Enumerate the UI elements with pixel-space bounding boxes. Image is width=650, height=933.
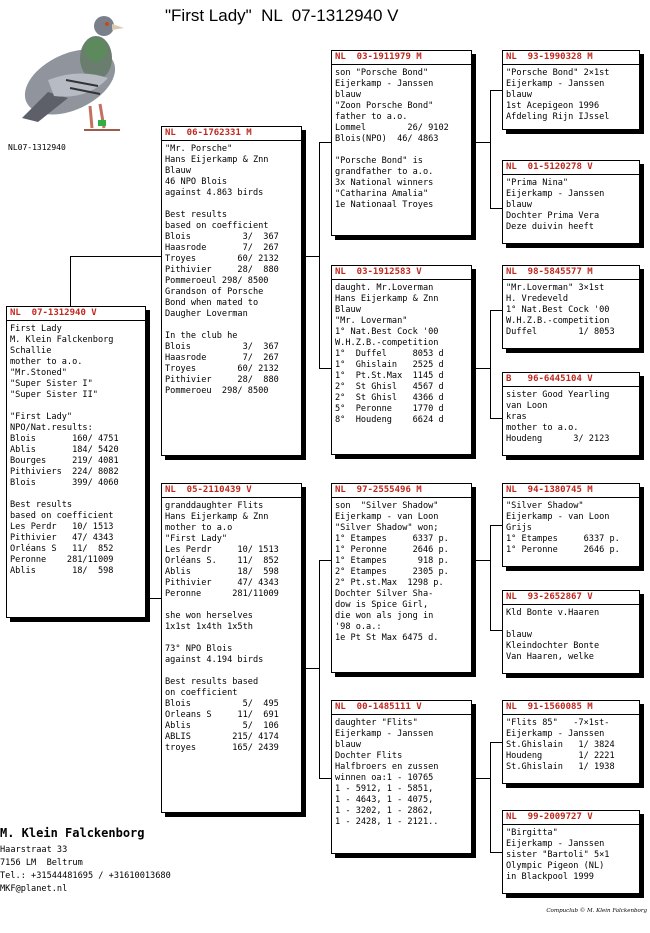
card-text: daughter "Flits" Eijerkamp - Janssen blauw Dochter Flits Halfbroers en zussen winnen oa:1 - 10765 1 - 5912, 1 - 5851, 1 - 4643, 1 - 4075, 1 - 3202, 1 - 2862, 1 - 2428, 1 - 2121..	[335, 718, 439, 827]
page-title: "First Lady" NL 07-1312940 V	[165, 6, 399, 25]
pedigree-great-granddam-card	[502, 160, 640, 244]
pedigree-grandsire-card	[331, 483, 472, 673]
pedigree-great-granddam-card	[502, 372, 640, 456]
ring-number: NL 03-1912583 V	[332, 267, 471, 280]
card-text: son "Silver Shadow" Eijerkamp - van Loon "Silver Shadow" won; 1° Etampes 6337 p. 1° Peronne 2646 p. 1° Etampes 918 p. 2° Etampes 2305 p. 2° Pt.st.Max 1298 p. Dochter Silver Sha- dow is Spice Girl, die won als jong in '98 o.a.: 1e Pt St Max 6475 d.	[335, 501, 449, 643]
connector	[490, 742, 502, 743]
card-text: "Prima Nina" Eijerkamp - Janssen blauw Dochter Prima Vera Deze duivin heeft	[506, 178, 605, 232]
ring-number: NL 98-5845577 M	[503, 267, 639, 280]
connector	[319, 368, 331, 369]
connector	[70, 256, 71, 306]
ring-number: B 96-6445104 V	[503, 374, 639, 387]
card-text: son "Porsche Bond" Eijerkamp - Janssen blauw "Zoon Porsche Bond" father to a.o. Lommel 26/ 9102 Blois(NPO) 46/ 4863 "Porsche Bond" is grandfather to a.o. 3x National winners "Catharina Amalia" 1e Nationaal Troyes	[335, 68, 449, 210]
connector	[319, 560, 331, 561]
connector	[70, 256, 162, 257]
pedigree-great-granddam-card	[502, 590, 640, 674]
ring-number: NL 05-2110439 V	[162, 485, 301, 498]
pedigree-sire-card	[161, 126, 302, 456]
pedigree-grandsire-card	[331, 50, 472, 236]
owner-city: 7156 LM Beltrum	[0, 858, 83, 868]
ring-number: NL 97-2555496 M	[332, 485, 471, 498]
connector	[472, 142, 490, 143]
ring-number: NL 00-1485111 V	[332, 702, 471, 715]
owner-phone: Tel.: +31544481695 / +31610013680	[0, 871, 171, 881]
card-text: "Porsche Bond" 2×1st Eijerkamp - Janssen blauw 1st Acepigeon 1996 Afdeling Rijn IJssel	[506, 68, 610, 122]
connector	[319, 560, 320, 778]
card-text: Kld Bonte v.Haaren blauw Kleindochter Bonte Van Haaren, welke	[506, 608, 600, 662]
connector	[302, 256, 319, 257]
connector	[490, 852, 502, 853]
connector	[319, 778, 331, 779]
connector	[490, 630, 502, 631]
connector	[490, 525, 502, 526]
pedigree-subject-card	[6, 306, 146, 618]
card-text: granddaughter Flits Hans Eijerkamp & Znn mother to a.o "First Lady" Les Perdr 10/ 1513 Orléans S. 11/ 852 Ablis 18/ 598 Pithivier 47/ 4343 Peronne 281/11009 she won herselves 1x1st 1x4th 1x5th 73° NPO Blois against 4.194 birds Best results based on coefficient Blois 5/ 495 Orleans S 11/ 691 Ablis 5/ 106 ABLIS 215/ 4174 troyes 165/ 2439	[165, 501, 279, 753]
card-text: "Mr.Loverman" 3×1st H. Vredeveld 1° Nat.Best Cock '00 W.H.Z.B.-competition Duffel 1/ 8053	[506, 283, 615, 337]
pedigree-great-grandsire-card	[502, 700, 640, 784]
connector	[472, 778, 490, 779]
connector	[490, 310, 491, 418]
ring-number: NL 94-1380745 M	[503, 485, 639, 498]
ring-number: NL 03-1911979 M	[332, 52, 471, 65]
connector	[319, 142, 331, 143]
pedigree-great-grandsire-card	[502, 483, 640, 567]
ring-number: NL 07-1312940 V	[7, 308, 145, 321]
pedigree-dam-card	[161, 483, 302, 813]
photo-caption: NL07-1312940	[8, 143, 66, 152]
ring-number: NL 01-5120278 V	[503, 162, 639, 175]
ring-number: NL 93-2652867 V	[503, 592, 639, 605]
connector	[472, 368, 490, 369]
card-text: "Birgitta" Eijerkamp - Janssen sister "Bartoli" 5×1 Olympic Pigeon (NL) in Blackpool 1999	[506, 828, 610, 882]
connector	[490, 742, 491, 852]
pedigree-great-granddam-card	[502, 810, 640, 894]
pigeon-photo	[8, 10, 133, 140]
owner-address: Haarstraat 33	[0, 845, 68, 855]
card-text: daught. Mr.Loverman Hans Eijerkamp & Znn Blauw "Mr. Loverman" 1° Nat.Best Cock '00 W.H.Z.B.-competition 1° Duffel 8053 d 1° Ghislain 2525 d 1° Pt.St.Max 1145 d 2° St Ghisl 4567 d 2° St Ghisl 4366 d 5° Peronne 1770 d 8° Houdeng 6624 d	[335, 283, 444, 425]
pedigree-granddam-card	[331, 265, 472, 455]
connector	[490, 90, 491, 208]
connector	[490, 208, 502, 209]
owner-name: M. Klein Falckenborg	[0, 826, 145, 840]
pedigree-great-grandsire-card	[502, 265, 640, 349]
ring-number: NL 93-1990328 M	[503, 52, 639, 65]
ring-number: NL 06-1762331 M	[162, 128, 301, 141]
card-text: First Lady M. Klein Falckenborg Schallie mother to a.o. "Mr.Stoned" "Super Sister I" "Super Sister II" "First Lady" NPO/Nat.results: Blois 160/ 4751 Ablis 184/ 5420 Bourges 219/ 4081 Pithiviers 224/ 8082 Blois 399/ 4060 Best results based on coefficient Les Perdr 10/ 1513 Pithivier 47/ 4343 Orléans S 11/ 852 Peronne 281/11009 Ablis 18/ 598	[10, 324, 119, 576]
footer-credit: Compuclub © M. Klein Falckenborg	[546, 908, 647, 914]
card-text: "Silver Shadow" Eijerkamp - van Loon Grijs 1° Etampes 6337 p. 1° Peronne 2646 p.	[506, 501, 620, 555]
connector	[302, 668, 319, 669]
connector	[490, 90, 502, 91]
card-text: sister Good Yearling van Loon kras mother to a.o. Houdeng 3/ 2123	[506, 390, 610, 444]
connector	[490, 525, 491, 630]
card-text: "Mr. Porsche" Hans Eijerkamp & Znn Blauw 46 NPO Blois against 4.863 birds Best results based on coefficient Blois 3/ 367 Haasrode 7/ 267 Troyes 60/ 2132 Pithivier 28/ 880 Pommeroeul 298/ 8500 Grandson of Porsche Bond when mated to Daugher Loverman In the club he Blois 3/ 367 Haasrode 7/ 267 Troyes 60/ 2132 Pithivier 28/ 880 Pommeroeu 298/ 8500	[165, 144, 279, 396]
pedigree-great-grandsire-card	[502, 50, 640, 130]
connector	[490, 418, 502, 419]
connector	[472, 560, 490, 561]
connector	[319, 142, 320, 368]
connector	[490, 310, 502, 311]
card-text: "Flits 85" -7×1st- Eijerkamp - Janssen St.Ghislain 1/ 3824 Houdeng 1/ 2221 St.Ghislain 1/ 1938	[506, 718, 615, 772]
ring-number: NL 91-1560085 M	[503, 702, 639, 715]
pedigree-granddam-card	[331, 700, 472, 854]
ring-number: NL 99-2009727 V	[503, 812, 639, 825]
owner-email: MKF@planet.nl	[0, 884, 68, 894]
